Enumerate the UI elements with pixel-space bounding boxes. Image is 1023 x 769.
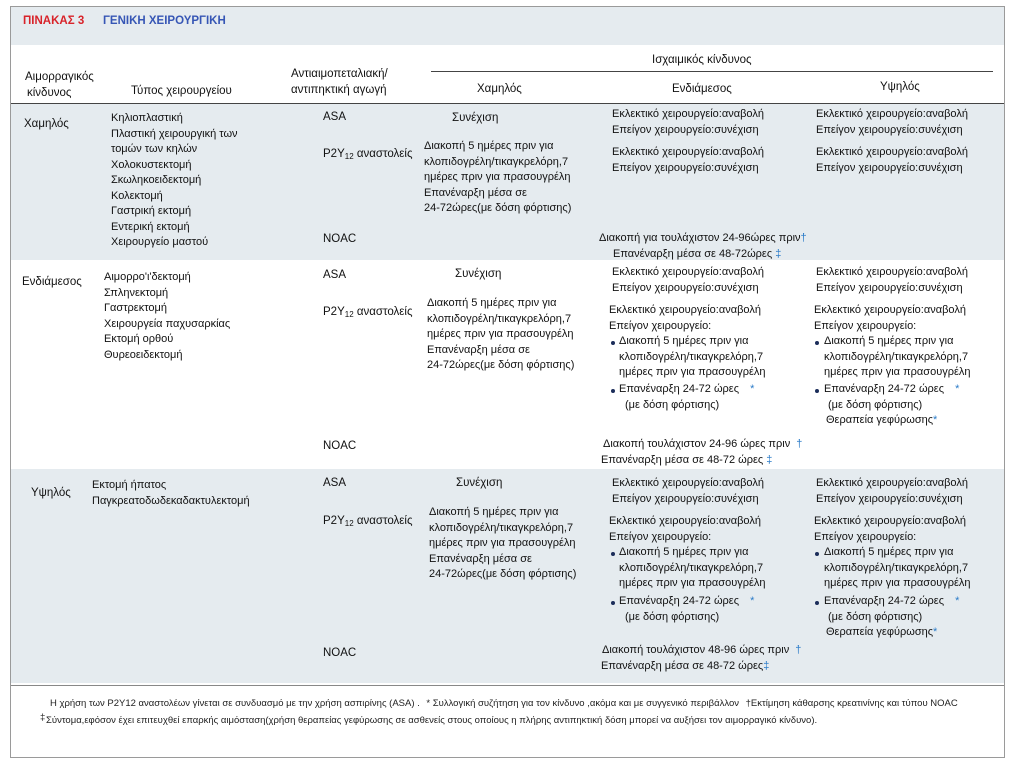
table-number: ΠΙΝΑΚΑΣ 3 — [23, 15, 85, 27]
p2y12-intermediate-action: Εκλεκτικό χειρουργείο:αναβολή Επείγον χειρουργείο:συνέχιση — [612, 146, 764, 174]
p2y12-high-bullet1: Διακοπή 5 ημέρες πριν για κλοπιδογρέλη/τικαγκρελόρη,7 ημέρες πριν για πρασουγρέλη — [824, 546, 971, 589]
footnote-line-2: Σύντομα,εφόσον έχει επιτευχθεί επαρκής αιμόσταση(χρήση θεραπείας γεφύρωσης σε ασθενείς στους οποίους η πλήρης αντιπηκτική δόση μπορεί να αυξήσει τον αιμορραγικό κίνδυνο). — [46, 715, 818, 726]
drug-noac: NOAC — [323, 647, 357, 659]
risk-low: Χαμηλός — [24, 118, 69, 130]
surgery-item: Σπληνεκτομή — [104, 286, 169, 299]
bullet — [611, 389, 615, 393]
risk-high: Υψηλός — [31, 487, 71, 499]
surgery-item: Θυρεοειδεκτομή — [104, 348, 183, 361]
col-ischemic-risk: Ισχαιμικός κίνδυνος — [652, 54, 752, 66]
p2y12-intermediate-action: Εκλεκτικό χειρουργείο:αναβολή Επείγον χειρουργείο: — [609, 304, 761, 332]
surgery-item: Γαστρική εκτομή — [111, 205, 192, 217]
bullet — [815, 389, 819, 393]
asa-high-action: Εκλεκτικό χειρουργείο:αναβολή Επείγον χειρουργείο:συνέχιση — [816, 477, 968, 505]
table-title: ΓΕΝΙΚΗ ΧΕΙΡΟΥΡΓΙΚΗ — [103, 15, 226, 27]
p2y12-intermediate-bullet1: Διακοπή 5 ημέρες πριν για κλοπιδογρέλη/τικαγκρελόρη,7 ημέρες πριν για πρασουγρέλη — [619, 546, 766, 589]
footer-divider — [11, 685, 1004, 686]
surgery-item: Χολοκυστεκτομή — [111, 158, 192, 171]
surgery-item: τομών των κηλών — [111, 143, 198, 155]
surgery-item: Σκωληκοειδεκτομή — [111, 174, 202, 186]
bullet — [611, 601, 615, 605]
drug-p2y12: $P2Y_{12}$ αναστολείς — [323, 306, 413, 319]
col-high: Υψηλός — [880, 81, 920, 93]
drug-noac: NOAC — [323, 440, 357, 452]
footnote-mark: ‡ — [40, 712, 46, 723]
surgery-item: Πλαστική χειρουργική των — [111, 127, 238, 140]
p2y12-high-action: Εκλεκτικό χειρουργείο:αναβολή Επείγον χειρουργείο: — [814, 304, 966, 332]
surgery-item: Αιμορρο'ι'δεκτομή — [104, 271, 191, 283]
surgery-item: Παγκρεατοδωδεκαδακτυλεκτομή — [92, 494, 250, 507]
surgery-item: Εκτομή ορθού — [104, 333, 174, 345]
noac-action: Διακοπή τουλάχιστον 48-96 ώρες πριν † Επανέναρξη μέσα σε 48-72 ώρες‡ — [601, 644, 802, 672]
surgery-list-low — [111, 111, 238, 251]
p2y12-intermediate-bullet2: Επανέναρξη 24-72 ώρες * (με δόση φόρτισης) — [619, 595, 755, 623]
col-therapy-1: Αντιαιμοπεταλιακή/ — [291, 68, 388, 80]
col-bleeding-risk-1: Αιμορραγικός — [25, 71, 94, 83]
surgery-item: Κηλιοπλαστική — [111, 112, 183, 124]
asa-high-action: Εκλεκτικό χειρουργείο:αναβολή Επείγον χειρουργείο:συνέχιση — [816, 108, 968, 136]
surgery-list-high — [92, 478, 250, 509]
drug-p2y12: $P2Y_{12}$ αναστολείς — [323, 148, 413, 161]
surgery-item: Κολεκτομή — [111, 189, 163, 202]
noac-action: Διακοπή για τουλάχιστον 24-96ώρες πριν† Επανέναρξη μέσα σε 48-72ώρες ‡ — [599, 232, 807, 260]
risk-intermediate: Ενδιάμεσος — [22, 276, 82, 288]
surgery-list-intermediate — [104, 270, 230, 363]
p2y12-intermediate-bullet2: Επανέναρξη 24-72 ώρες * (με δόση φόρτισης) — [619, 383, 755, 411]
surgery-item: Χειρουργεία παχυσαρκίας — [104, 317, 231, 330]
p2y12-high-bullet1: Διακοπή 5 ημέρες πριν για κλοπιδογρέλη/τικαγκρελόρη,7 ημέρες πριν για πρασουγρέλη — [824, 335, 971, 378]
p2y12-high-bullet2: Επανέναρξη 24-72 ώρες * (με δόση φόρτισης) Θεραπεία γεφύρωσης* — [824, 383, 960, 426]
noac-action: Διακοπή τουλάχιστον 24-96 ώρες πριν † Επανέναρξη μέσα σε 48-72 ώρες ‡ — [601, 438, 803, 466]
drug-p2y12: $P2Y_{12}$ αναστολείς — [323, 515, 413, 528]
col-therapy-2: αντιπηκτική αγωγή — [291, 84, 387, 96]
surgery-item: Εκτομή ήπατος — [92, 479, 167, 491]
col-low: Χαμηλός — [477, 83, 522, 95]
bullet — [815, 341, 819, 345]
surgery-item: Χειρουργείο μαστού — [111, 236, 209, 248]
p2y12-intermediate-bullet1: Διακοπή 5 ημέρες πριν για κλοπιδογρέλη/τικαγκρελόρη,7 ημέρες πριν για πρασουγρέλη — [619, 335, 766, 378]
bullet — [815, 601, 819, 605]
asa-low-action: Συνέχιση — [452, 112, 499, 124]
p2y12-high-action: Εκλεκτικό χειρουργείο:αναβολή Επείγον χειρουργείο: — [814, 515, 966, 543]
p2y12-high-bullet2: Επανέναρξη 24-72 ώρες * (με δόση φόρτισης) Θεραπεία γεφύρωσης* — [824, 595, 960, 638]
asa-low-action: Συνέχιση — [455, 268, 502, 280]
asa-high-action: Εκλεκτικό χειρουργείο:αναβολή Επείγον χειρουργείο:συνέχιση — [816, 266, 968, 294]
header-divider — [431, 71, 993, 72]
col-intermediate: Ενδιάμεσος — [672, 83, 732, 95]
drug-noac: NOAC — [323, 233, 357, 245]
drug-asa: ASA — [323, 111, 347, 123]
surgery-item: Εντερική εκτομή — [111, 220, 190, 233]
drug-asa: ASA — [323, 477, 347, 489]
p2y12-high-action: Εκλεκτικό χειρουργείο:αναβολή Επείγον χειρουργείο:συνέχιση — [816, 146, 968, 174]
col-bleeding-risk-2: κίνδυνος — [27, 87, 72, 99]
bullet — [815, 552, 819, 556]
asa-intermediate-action: Εκλεκτικό χειρουργείο:αναβολή Επείγον χειρουργείο:συνέχιση — [612, 108, 764, 136]
col-surgery-type: Τύπος χειρουργείου — [131, 85, 232, 97]
bullet — [611, 552, 615, 556]
surgery-item: Γαστρεκτομή — [104, 302, 167, 314]
p2y12-low-action: Διακοπή 5 ημέρες πριν για κλοπιδογρέλη/τικαγκρελόρη,7 ημέρες πριν για πρασουγρέλη Επανέναρξη μέσα σε 24-72ώρες(με δόση φόρτισης) — [424, 140, 572, 214]
footnote-line-1: Η χρήση των P2Y12 αναστολέων γίνεται σε συνδυασμό με την χρήση ασπιρίνης (ASA) . * Συλλογική συζήτηση για τον κίνδυνο ,ακόμα και με συγγενικό περιβάλλον †Εκτίμηση κάθαρσης κρεατινίνης και τύπου NOAC — [50, 698, 958, 709]
asa-low-action: Συνέχιση — [456, 477, 503, 489]
p2y12-low-action: Διακοπή 5 ημέρες πριν για κλοπιδογρέλη/τικαγκρελόρη,7 ημέρες πριν για πρασουγρέλη Επανέναρξη μέσα σε 24-72ώρες(με δόση φόρτισης) — [429, 506, 577, 580]
asa-intermediate-action: Εκλεκτικό χειρουργείο:αναβολή Επείγον χειρουργείο:συνέχιση — [612, 266, 764, 294]
p2y12-low-action: Διακοπή 5 ημέρες πριν για κλοπιδογρέλη/τικαγκρελόρη,7 ημέρες πριν για πρασουγρέλη Επανέναρξη μέσα σε 24-72ώρες(με δόση φόρτισης) — [427, 297, 575, 371]
asa-intermediate-action: Εκλεκτικό χειρουργείο:αναβολή Επείγον χειρουργείο:συνέχιση — [612, 477, 764, 505]
bullet — [611, 341, 615, 345]
drug-asa: ASA — [323, 269, 347, 281]
p2y12-intermediate-action: Εκλεκτικό χειρουργείο:αναβολή Επείγον χειρουργείο: — [609, 515, 761, 543]
